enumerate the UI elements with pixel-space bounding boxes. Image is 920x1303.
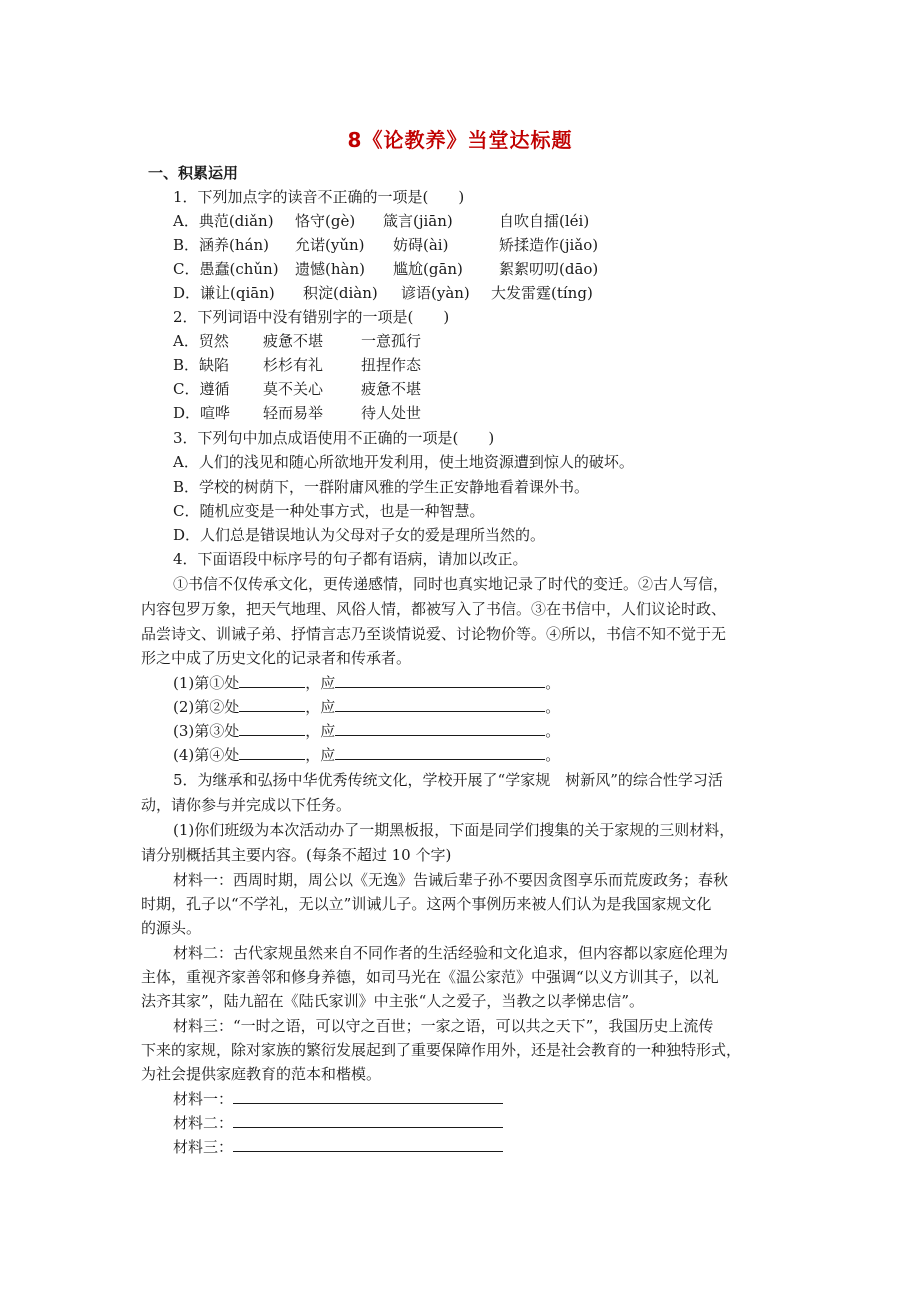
q4-paragraph-line: 内容包罗万象，把天气地理、风俗人情，都被写入了书信。③在书信中，人们议论时政、 (141, 600, 727, 618)
q4-stem: 4．下面语段中标序号的句子都有语病，请加以改正。 (173, 550, 528, 568)
q4-paragraph-line: 品尝诗文、训诫子弟、抒情言志乃至谈情说爱、讨论物价等。④所以，书信不知不觉于无 (141, 625, 727, 643)
material-1-line: 的源头。 (141, 919, 202, 937)
material-3-line: 下来的家规，除对家族的繁衍发展起到了重要保障作用外，还是社会教育的一种独特形式， (141, 1041, 742, 1059)
answer-blank[interactable] (233, 1113, 503, 1128)
answer-blank[interactable] (335, 673, 545, 688)
material-1-line: 时期，孔子以“不学礼，无以立”训诫儿子。这两个事例历来被人们认为是我国家规文化 (141, 895, 712, 913)
q5-stem-line: 动，请你参与并完成以下任务。 (141, 796, 352, 814)
q3-stem: 3．下列句中加点成语使用不正确的一项是( ) (173, 429, 495, 447)
q4-answer-3: (3)第③处 ，应 。 (173, 722, 561, 740)
q3-option-c: C．随机应变是一种处事方式，也是一种智慧。 (173, 502, 485, 520)
q4-answer-1: (1)第①处 ，应 。 (173, 674, 561, 692)
answer-blank[interactable] (239, 721, 305, 736)
answer-blank[interactable] (335, 721, 545, 736)
material-2-line: 法齐其家”，陆九韶在《陆氏家训》中主张“人之爱子，当教之以孝悌忠信”。 (141, 992, 645, 1010)
answer-blank[interactable] (239, 697, 305, 712)
q5-stem-line: 5．为继承和弘扬中华优秀传统文化，学校开展了“学家规 树新风”的综合性学习活 (173, 771, 723, 789)
answer-blank[interactable] (335, 745, 545, 760)
answer-blank[interactable] (233, 1089, 503, 1104)
material-1-answer: 材料一： (173, 1089, 503, 1109)
material-1-line: 材料一：西周时期，周公以《无逸》告诫后辈子孙不要因贪图享乐而荒废政务；春秋 (173, 871, 729, 889)
answer-blank[interactable] (335, 697, 545, 712)
q5-sub1-line: 请分别概括其主要内容。(每条不超过 10 个字) (141, 846, 452, 864)
q4-paragraph-line: 形之中成了历史文化的记录者和传承者。 (141, 649, 412, 667)
q1-stem: 1．下列加点字的读音不正确的一项是( ) (173, 188, 465, 206)
q3-option-b: B．学校的树荫下，一群附庸风雅的学生正安静地看着课外书。 (173, 478, 590, 496)
section-heading: 一、积累运用 (148, 164, 239, 182)
material-2-answer: 材料二： (173, 1113, 503, 1133)
material-2-line: 主体，重视齐家善邻和修身养德，如司马光在《温公家范》中强调“以义方训其子，以礼 (141, 968, 719, 986)
q4-paragraph-line: ①书信不仅传承文化，更传递感情，同时也真实地记录了时代的变迁。②古人写信， (173, 575, 729, 593)
answer-blank[interactable] (239, 673, 305, 688)
q5-sub1-line: (1)你们班级为本次活动办了一期黑板报，下面是同学们搜集的关于家规的三则材料， (173, 821, 735, 839)
page-title: 8《论教养》当堂达标题 (347, 128, 573, 152)
material-2-line: 材料二：古代家规虽然来自不同作者的生活经验和文化追求，但内容都以家庭伦理为 (173, 944, 729, 962)
material-3-answer: 材料三： (173, 1137, 503, 1157)
material-3-line: 材料三：“一时之语，可以守之百世；一家之语，可以共之天下”，我国历史上流传 (173, 1017, 714, 1035)
q4-answer-4: (4)第④处 ，应 。 (173, 746, 561, 764)
document-page: 8《论教养》当堂达标题 一、积累运用 1．下列加点字的读音不正确的一项是( ) A．典范(diǎn) 恪守(gè) 箴言(jiān) 自吹自擂(léi) B．涵养(hán) 允诺(yǔn) 妨碍(ài) 矫揉造作(jiǎo) C．愚蠢(chǔn) 遗憾(hàn) 尴尬(gān) 絮絮叨叨(dāo) D．谦让(qiān) 积淀(diàn) 谚语(yàn) 大发雷霆(tíng) 2．下列词语中没有错别字的一项是( ) A．贸然 疲惫不堪 一意孤行 B．缺陷 杉杉有礼 扭捏作态 C．遵循 莫不关心 疲惫不堪 D．喧哗 轻而易举 待人处世 3．下列句中加点成语使用不正确的一项是( ) A．人们的浅见和随心所欲地开发利用，使土地资源遭到惊人的破坏。 B．学校的树荫下，一群附庸风雅的学生正安静地看着课外书。 C．随机应变是一种处事方式，也是一种智慧。 D．人们总是错误地认为父母对子女的爱是理所当然的。 4．下面语段中标序号的句子都有语病，请加以改正。 ①书信不仅传承文化，更传递感情，同时也真实地记录了时代的变迁。②古人写信， 内容包罗万象，把天气地理、风俗人情，都被写入了书信。③在书信中，人们议论时政、 品尝诗文、训诫子弟、抒情言志乃至谈情说爱、讨论物价等。④所以，书信不知不觉于无 形之中成了历史文化的记录者和传承者。 (1)第①处 ，应 。 (2)第②处 ，应 。 (3)第③处 ，应 。 (4)第④处 ，应 。 5．为继承和弘扬中华优秀传统文化，学校开展了“学家规 树新风”的综合性学习活 动，请你参与并完成以下任务。 (1)你们班级为本次活动办了一期黑板报，下面是同学们搜集的关于家规的三则材料， 请分别概括其主要内容。(每条不超过 10 个字) 材料一：西周时期，周公以《无逸》告诫后辈子孙不要因贪图享乐而荒废政务；春秋 时期，孔子以“不学礼，无以立”训诫儿子。这两个事例历来被人们认为是我国家规文化 的源头。 材料二：古代家规虽然来自不同作者的生活经验和文化追求，但内容都以家庭伦理为 主体，重视齐家善邻和修身养德，如司马光在《温公家范》中强调“以义方训其子，以礼 法齐其家”，陆九韶在《陆氏家训》中主张“人之爱子，当教之以孝悌忠信”。 材料三：“一时之语，可以守之百世；一家之语，可以共之天下”，我国历史上流传 下来的家规，除对家族的繁衍发展起到了重要保障作用外，还是社会教育的一种独特形式， 为社会提供家庭教育的范本和楷模。 材料一： 材料二： 材料三： (0, 0, 920, 1303)
material-3-line: 为社会提供家庭教育的范本和楷模。 (141, 1065, 382, 1083)
q4-answer-2: (2)第②处 ，应 。 (173, 698, 561, 716)
q2-stem: 2．下列词语中没有错别字的一项是( ) (173, 308, 450, 326)
q3-option-d: D．人们总是错误地认为父母对子女的爱是理所当然的。 (173, 526, 546, 544)
answer-blank[interactable] (239, 745, 305, 760)
q3-option-a: A．人们的浅见和随心所欲地开发利用，使土地资源遭到惊人的破坏。 (173, 453, 634, 471)
answer-blank[interactable] (233, 1137, 503, 1152)
